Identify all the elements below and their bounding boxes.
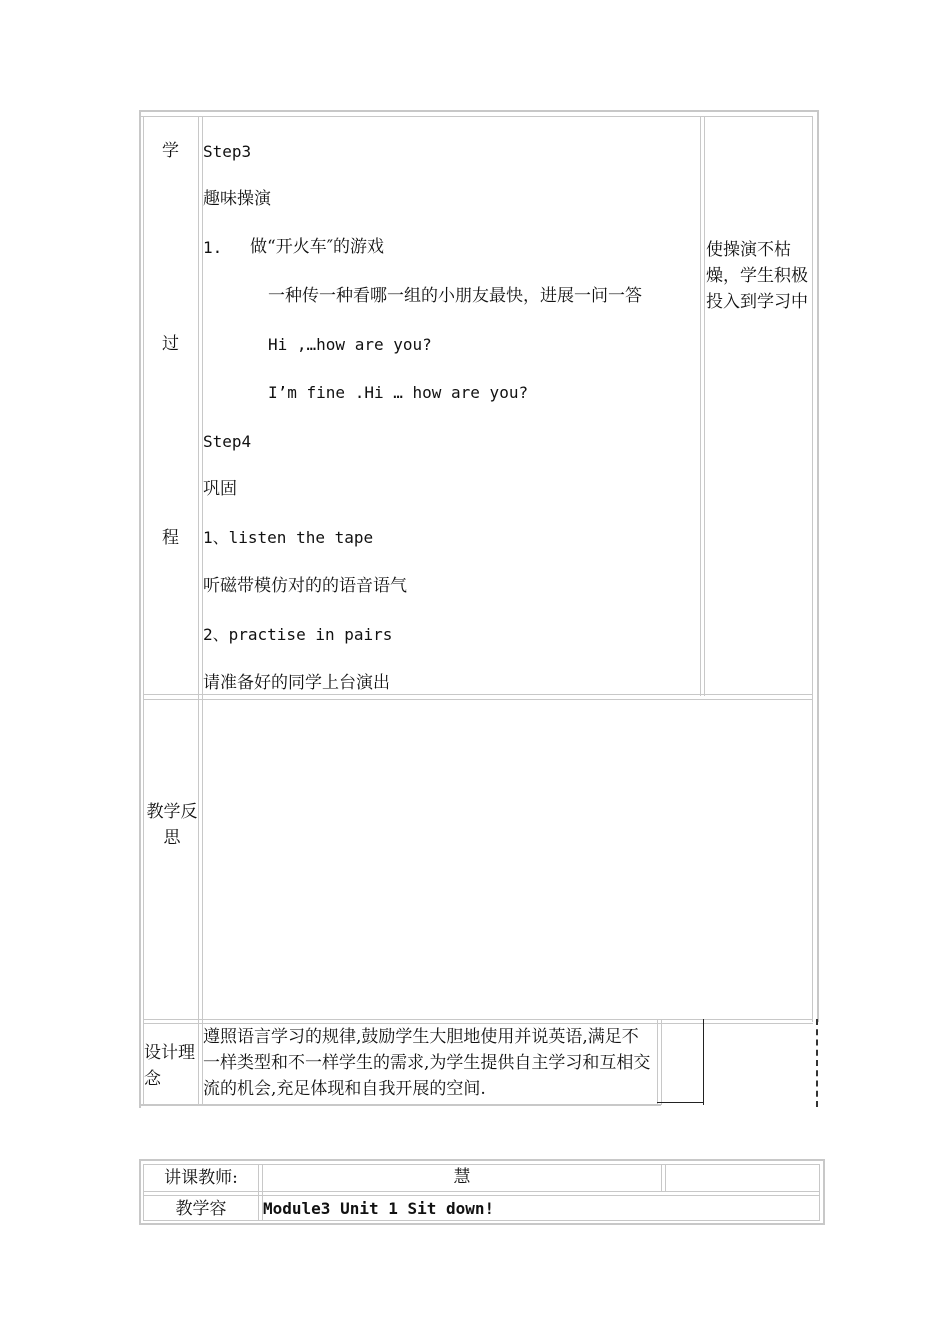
listen-item: 1、listen the tape [203,528,374,547]
row-label-char-2: 过 [162,334,179,354]
step3-heading: Step3 [203,142,252,161]
row-label-char-3: 程 [162,528,179,548]
content-label: 教学容 [175,1199,227,1219]
game-description: 一种传一种看哪一组的小朋友最快，进展一问一答 [268,286,642,306]
practise-item: 2、practise in pairs [203,625,393,644]
practise-description: 请准备好的同学上台演出 [203,673,390,693]
teaching-reflection-content [203,700,812,1019]
teacher-label: 讲课教师: [164,1168,238,1188]
design-note: 使操演不枯燥，学生积极投入到学习中 [706,240,808,312]
teaching-reflection-label: 教学反思 [146,802,198,848]
step4-title: 巩固 [203,479,237,499]
design-concept-content: 遵照语言学习的规律,鼓励学生大胆地使用并说英语,满足不一样类型和不一样学生的需求,为学生提供自主学习和互相交流的机会,充足体现和自我开展的空间. [203,1027,651,1099]
row-label-char-1: 学 [162,141,179,161]
teacher-value: 慧 [453,1167,471,1187]
design-concept-label: 设计理念 [144,1043,195,1089]
step3-title: 趣味操演 [203,189,271,209]
item-number-1: 1. [203,238,223,257]
listen-description: 听磁带模仿对的的语音语气 [203,576,407,596]
dialogue-line-2: I’m fine .Hi … how are you? [268,383,529,402]
dialogue-line-1: Hi ,…how are you? [268,335,432,354]
content-value: Module3 Unit 1 Sit down! [263,1199,495,1218]
step4-heading: Step4 [203,432,252,451]
game-title: 做“开火车″的游戏 [250,237,385,257]
